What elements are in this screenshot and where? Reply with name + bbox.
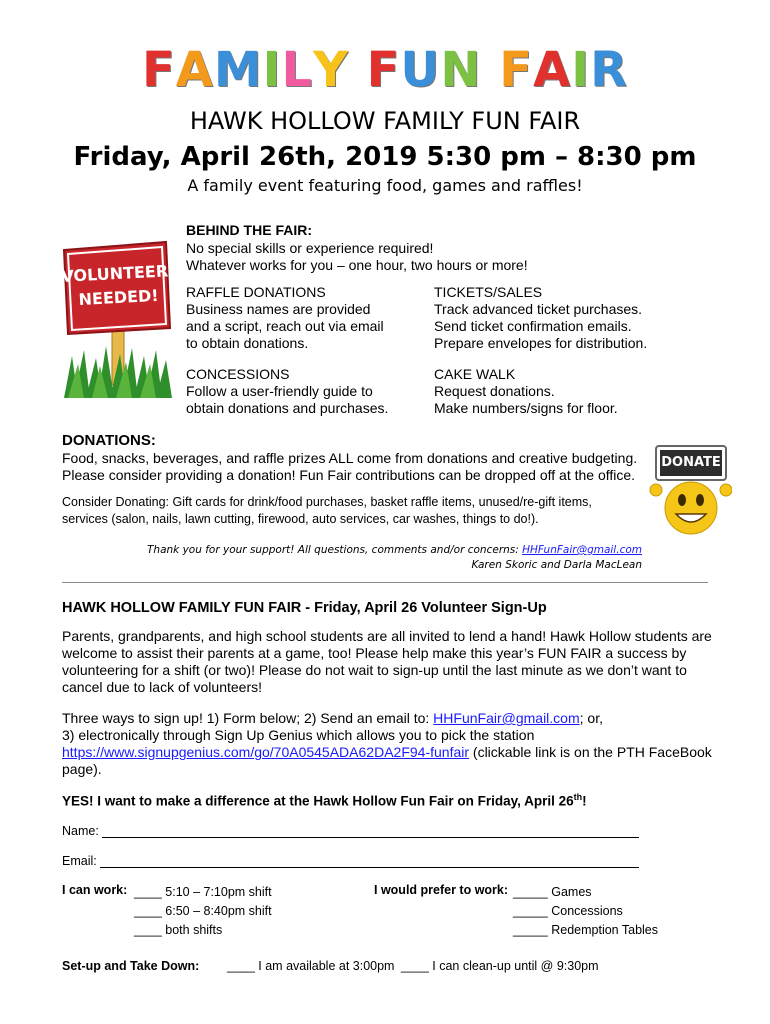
contact-email-link[interactable]: HHFunFair@gmail.com [522, 544, 642, 556]
shift-options [134, 883, 272, 940]
cake-walk-line: Request donations. [434, 383, 555, 399]
prefer-label: I would prefer to work: [374, 883, 509, 897]
cake-walk-section [434, 366, 618, 417]
logo-letter: A [175, 42, 214, 98]
thanks-line [0, 544, 642, 556]
raffle-section [186, 284, 384, 352]
divider [62, 582, 708, 583]
family-fun-fair-logo [0, 40, 770, 100]
setup-option-2[interactable]: ____ I can clean-up until @ 9:30pm [401, 959, 599, 973]
logo-letter: F [366, 42, 401, 98]
raffle-title: RAFFLE DONATIONS [186, 284, 326, 300]
shift-option[interactable]: ____ both shifts [134, 923, 223, 937]
name-label: Name: [62, 824, 99, 838]
prefer-option[interactable]: _____ Redemption Tables [513, 923, 659, 937]
logo-letter: N [440, 42, 482, 98]
cake-walk-title: CAKE WALK [434, 366, 516, 382]
logo-letter: I [571, 42, 591, 98]
behind-line-1: No special skills or experience required! [186, 240, 434, 256]
thanks-text: Thank you for your support! All questions, comments and/or concerns: [147, 544, 523, 556]
logo-letter: Y [313, 42, 349, 98]
text: ! [582, 793, 587, 809]
sign-line-2: NEEDED! [78, 285, 160, 310]
raffle-line: and a script, reach out via email [186, 318, 384, 334]
superscript: th [573, 792, 583, 802]
tickets-line: Send ticket confirmation emails. [434, 318, 632, 334]
event-date: Friday, April 26th, 2019 5:30 pm – 8:30 pm [73, 142, 697, 172]
logo-letter [349, 40, 367, 100]
name-field[interactable] [102, 823, 639, 838]
organizers: Karen Skoric and Darla MacLean [471, 559, 642, 571]
raffle-line: Business names are provided [186, 301, 371, 317]
email-row [62, 853, 639, 868]
logo-letter: F [141, 42, 176, 98]
name-row [62, 823, 639, 838]
page-title: HAWK HOLLOW FAMILY FUN FAIR [189, 107, 581, 135]
text: (clickable link is on the PTH FaceBook [469, 744, 712, 760]
logo-letter: I [262, 42, 282, 98]
tickets-section [434, 284, 647, 352]
text: ; or, [579, 710, 603, 726]
donations-line-4: services (salon, nails, lawn cutting, firewood, auto services, car washes, things to do!). [62, 512, 539, 526]
logo-letter: R [590, 42, 629, 98]
donations-line-1: Food, snacks, beverages, and raffle prizes ALL come from donations and creative budgeting. [62, 450, 638, 466]
setup-option-1[interactable]: ____ I am available at 3:00pm [227, 959, 395, 973]
sign-line-1: VOLUNTEERS [60, 260, 181, 286]
raffle-line: to obtain donations. [186, 335, 309, 351]
signup-paragraph-1 [62, 628, 712, 696]
paragraph-line [62, 744, 712, 761]
tagline: A family event featuring food, games and raffles! [187, 176, 583, 195]
shift-option[interactable]: ____ 6:50 – 8:40pm shift [134, 904, 272, 918]
donate-sign-text: DONATE [661, 455, 721, 470]
signup-paragraph-2 [62, 710, 712, 778]
signup-heading: HAWK HOLLOW FAMILY FUN FAIR - Friday, April 26 Volunteer Sign-Up [62, 600, 547, 616]
paragraph-line: Parents, grandparents, and high school students are all invited to lend a hand! Hawk Hollow students are [62, 628, 712, 644]
sign-text [60, 259, 181, 313]
logo-letter: U [400, 42, 441, 98]
behind-line-2: Whatever works for you – one hour, two hours or more! [186, 257, 528, 273]
setup-label: Set-up and Take Down: [62, 959, 200, 973]
prefer-options [513, 883, 658, 940]
paragraph-line: page). [62, 761, 102, 777]
paragraph-line: 3) electronically through Sign Up Genius which allows you to pick the station [62, 727, 535, 743]
can-work-label: I can work: [62, 883, 128, 897]
logo-letter: M [213, 42, 263, 98]
email-label: Email: [62, 854, 97, 868]
tickets-title: TICKETS/SALES [434, 284, 543, 300]
donations-line-3: Consider Donating: Gift cards for drink/food purchases, basket raffle items, unused/re-gift items, [62, 495, 592, 509]
prefer-option[interactable]: _____ Games [513, 885, 592, 899]
text: YES! I want to make a difference at the Hawk Hollow Fun Fair on Friday, April 26 [62, 793, 574, 809]
logo-letter: L [281, 42, 314, 98]
email-field[interactable] [100, 853, 639, 868]
tickets-line: Prepare envelopes for distribution. [434, 335, 648, 351]
logo-letter: F [499, 42, 534, 98]
signupgenius-link[interactable]: https://www.signupgenius.com/go/70A0545ADA62DA2F94-funfair [62, 744, 470, 760]
signup-email-link[interactable]: HHFunFair@gmail.com [433, 710, 580, 726]
yes-statement [62, 792, 587, 809]
concessions-section [186, 366, 388, 417]
shift-option[interactable]: ____ 5:10 – 7:10pm shift [134, 885, 272, 899]
concessions-line: Follow a user-friendly guide to [186, 383, 373, 399]
tickets-line: Track advanced ticket purchases. [434, 301, 643, 317]
paragraph-line: welcome to assist their parents at a game, too! Please help make this year’s FUN FAIR a success by [62, 645, 687, 661]
paragraph-line: volunteering for a shift (or two)! Please do not wait to sign-up until the last minute as we don’t want to [62, 662, 687, 678]
concessions-line: obtain donations and purchases. [186, 400, 389, 416]
logo-letter: A [533, 42, 572, 98]
donations-heading: DONATIONS: [62, 432, 156, 449]
concessions-title: CONCESSIONS [186, 366, 290, 382]
donations-line-2: Please consider providing a donation! Fun Fair contributions can be dropped off at the office. [62, 467, 636, 483]
prefer-option[interactable]: _____ Concessions [513, 904, 623, 918]
behind-heading: BEHIND THE FAIR: [186, 222, 312, 238]
paragraph-line [62, 710, 712, 727]
logo-letter [482, 40, 500, 100]
paragraph-line: cancel due to lack of volunteers! [62, 679, 263, 695]
text: Three ways to sign up! 1) Form below; 2) Send an email to: [62, 710, 434, 726]
cake-walk-line: Make numbers/signs for floor. [434, 400, 618, 416]
